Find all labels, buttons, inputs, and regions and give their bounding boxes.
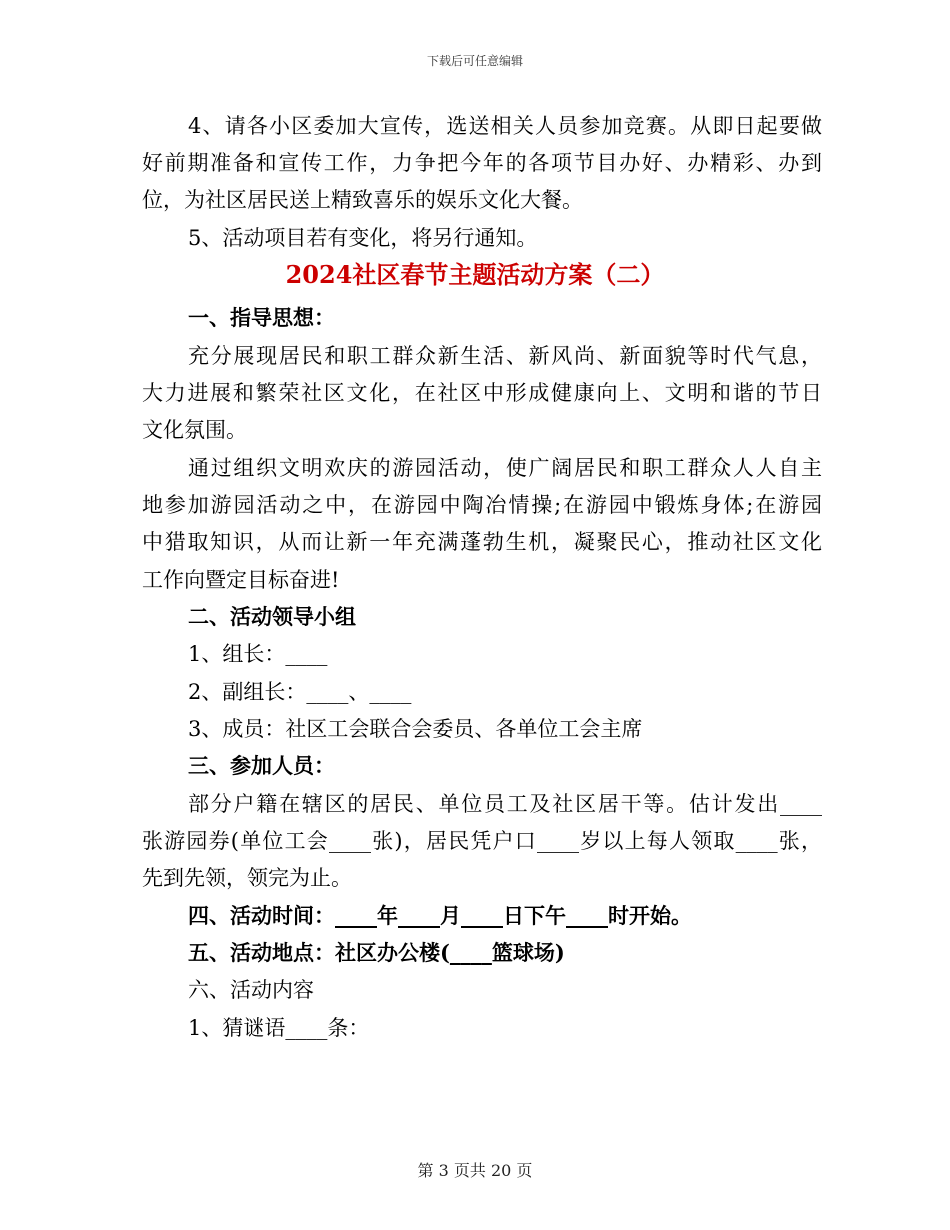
heading-activity-content: 六、活动内容 (188, 978, 314, 1002)
heading-activity-time: 四、活动时间：____年____月____日下午____时开始。 (188, 903, 692, 928)
paragraph-line: 文化氛围。 (142, 418, 247, 442)
paragraph-line: 位，为社区居民送上精致喜乐的娱乐文化大餐。 (142, 188, 583, 212)
paragraph-line: 4、请各小区委加大宣传，选送相关人员参加竞赛。从即日起要做 (188, 114, 822, 138)
heading-activity-location: 五、活动地点：社区办公楼(____篮球场) (188, 940, 565, 965)
page-number: 第 3 页共 20 页 (417, 1161, 533, 1180)
paragraph-line: 通过组织文明欢庆的游园活动，使广阔居民和职工群众人人自主 (188, 456, 822, 480)
list-item: 3、成员：社区工会联合会委员、各单位工会主席 (188, 717, 643, 741)
list-item: 1、组长：____ (188, 642, 328, 666)
heading-leadership-group: 二、活动领导小组 (188, 604, 356, 629)
paragraph-line: 张游园券(单位工会____张)，居民凭户口____岁以上每人领取____张， (142, 829, 822, 853)
heading-guiding-ideology: 一、指导思想： (188, 305, 335, 330)
section-title: 2024社区春节主题活动方案（二） (285, 260, 665, 289)
list-item: 2、副组长：____、____ (188, 680, 412, 704)
paragraph-line: 部分户籍在辖区的居民、单位员工及社区居干等。估计发出____ (188, 792, 822, 816)
paragraph-line: 工作向暨定目标奋进! (142, 568, 340, 592)
paragraph-line: 充分展现居民和职工群众新生活、新风尚、新面貌等时代气息， (188, 344, 822, 368)
paragraph-line: 中猎取知识，从而让新一年充满蓬勃生机，凝聚民心，推动社区文化 (142, 530, 822, 554)
page-header: 下载后可任意编辑 (426, 54, 523, 68)
paragraph-line: 5、活动项目若有变化，将另行通知。 (188, 226, 538, 250)
paragraph-line: 先到先领，领完为止。 (142, 866, 352, 890)
heading-participants: 三、参加人员： (188, 753, 335, 778)
paragraph-line: 好前期准备和宣传工作，力争把今年的各项节目办好、办精彩、办到 (142, 151, 822, 175)
paragraph-line: 大力进展和繁荣社区文化，在社区中形成健康向上、文明和谐的节日 (142, 381, 822, 405)
paragraph-line: 地参加游园活动之中，在游园中陶冶情操;在游园中锻炼身体;在游园 (142, 493, 822, 517)
list-item: 1、猜谜语____条： (188, 1016, 370, 1040)
